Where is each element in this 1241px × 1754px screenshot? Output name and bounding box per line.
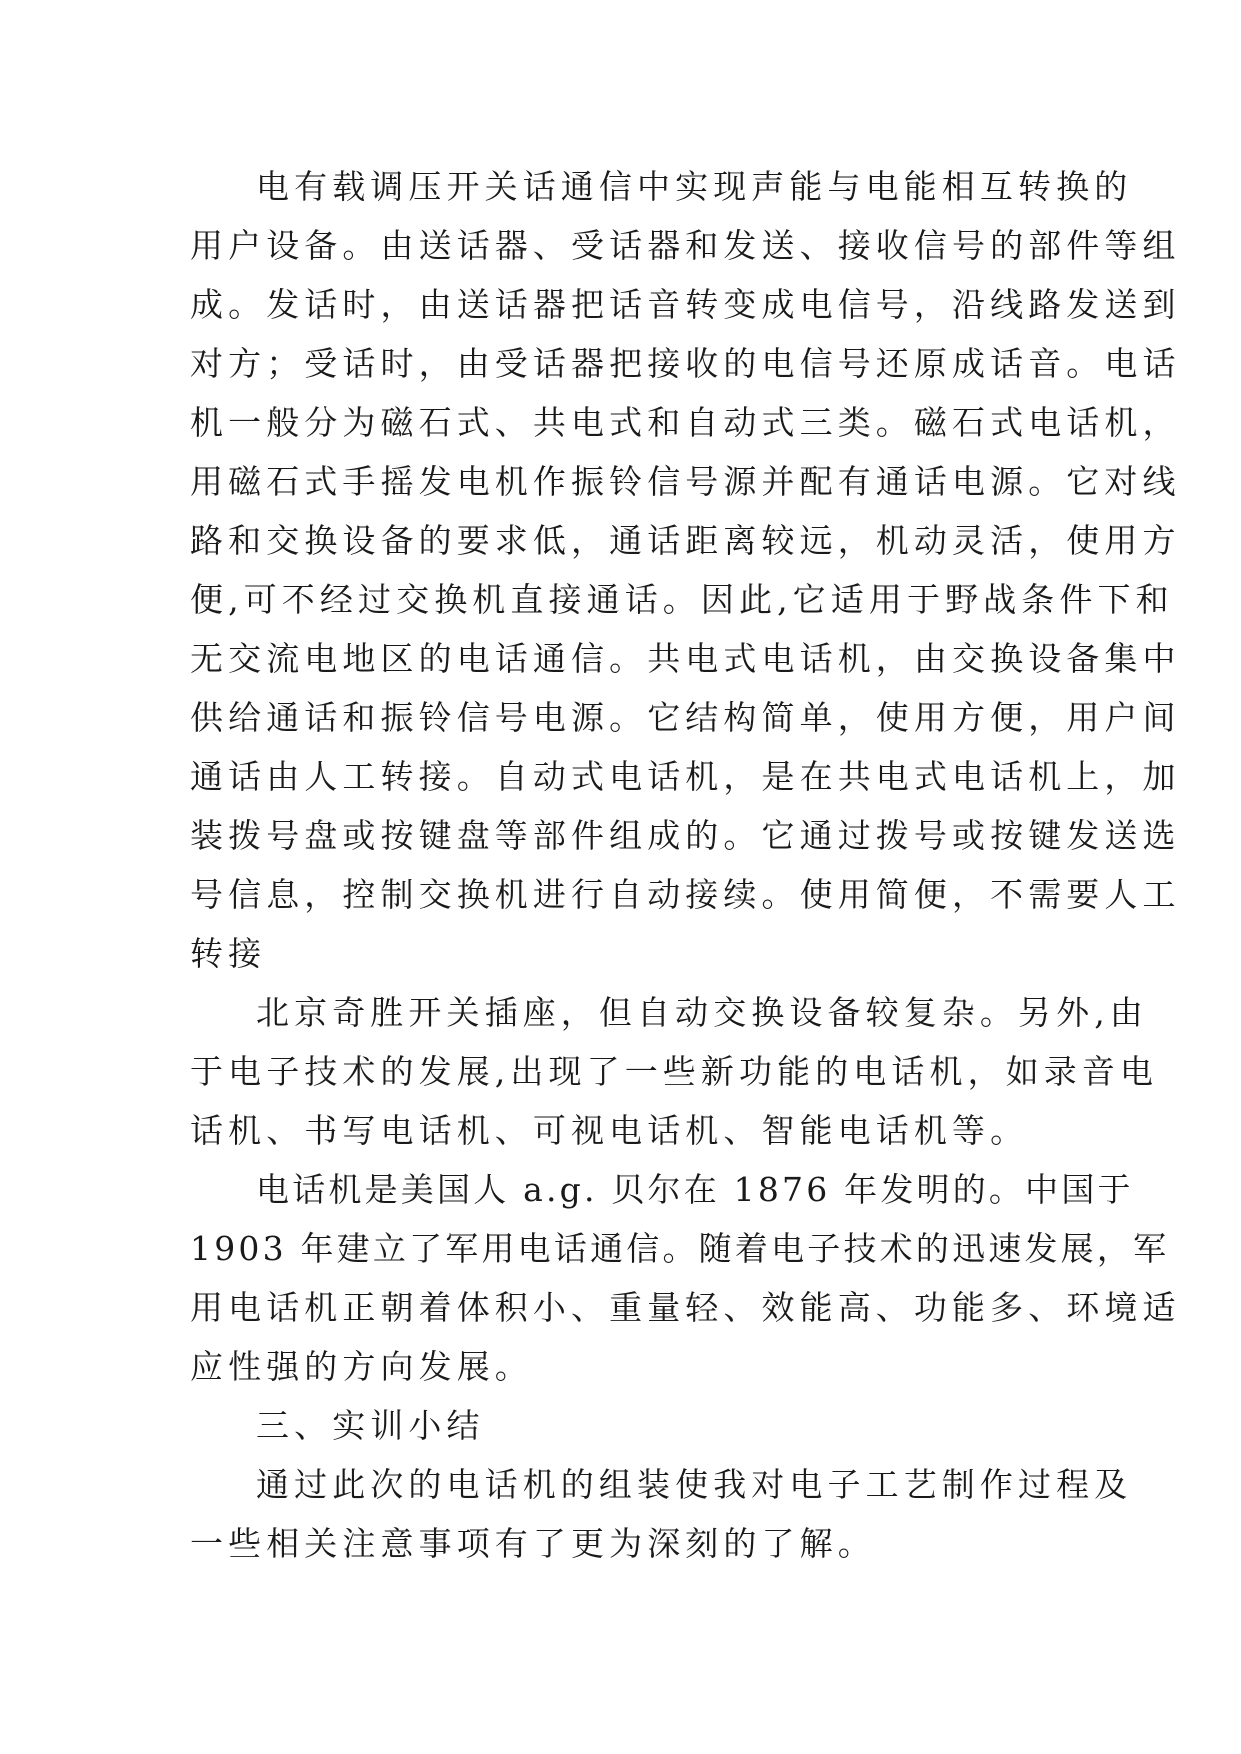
paragraph-1-line-12: 装拨号盘或按键盘等部件组成的。它通过拨号或按键发送选 [190, 816, 1181, 855]
paragraph-1-line-5: 机一般分为磁石式、共电式和自动式三类。磁石式电话机， [190, 403, 1181, 442]
paragraph-3-line-4: 应性强的方向发展。 [190, 1347, 533, 1386]
paragraph-1-line-11: 通话由人工转接。自动式电话机，是在共电式电话机上，加 [190, 757, 1181, 796]
paragraph-3-line-1: 电话机是美国人 a.g. 贝尔在 1876 年发明的。中国于 [256, 1170, 1134, 1209]
paragraph-1-line-7: 路和交换设备的要求低，通话距离较远，机动灵活，使用方 [190, 521, 1181, 560]
document-body [190, 157, 1181, 1573]
paragraph-4-line-2: 一些相关注意事项有了更为深刻的了解。 [190, 1524, 876, 1563]
paragraph-1-line-8: 便,可不经过交换机直接通话。因此,它适用于野战条件下和 [190, 580, 1174, 619]
paragraph-4-line-1: 通过此次的电话机的组装使我对电子工艺制作过程及 [256, 1465, 1133, 1504]
paragraph-1-line-14: 转接 [190, 934, 267, 973]
paragraph-3-line-3: 用电话机正朝着体积小、重量轻、效能高、功能多、环境适 [190, 1288, 1181, 1327]
paragraph-1-line-9: 无交流电地区的电话通信。共电式电话机，由交换设备集中 [190, 639, 1181, 678]
paragraph-1-line-4: 对方；受话时，由受话器把接收的电信号还原成话音。电话 [190, 344, 1181, 383]
paragraph-1-line-13: 号信息，控制交换机进行自动接续。使用简便，不需要人工 [190, 875, 1181, 914]
paragraph-1-line-1: 电有载调压开关话通信中实现声能与电能相互转换的 [256, 167, 1133, 206]
paragraph-1-line-3: 成。发话时，由送话器把话音转变成电信号，沿线路发送到 [190, 285, 1181, 324]
paragraph-2-line-3: 话机、书写电话机、可视电话机、智能电话机等。 [190, 1111, 1029, 1150]
section-heading: 三、实训小结 [256, 1406, 485, 1445]
paragraph-2-line-1: 北京奇胜开关插座，但自动交换设备较复杂。另外,由 [256, 993, 1148, 1032]
paragraph-1-line-10: 供给通话和振铃信号电源。它结构简单，使用方便，用户间 [190, 698, 1181, 737]
paragraph-1-line-6: 用磁石式手摇发电机作振铃信号源并配有通话电源。它对线 [190, 462, 1181, 501]
paragraph-3-line-2: 1903 年建立了军用电话通信。随着电子技术的迅速发展，军 [190, 1229, 1170, 1268]
paragraph-2-line-2: 于电子技术的发展,出现了一些新功能的电话机，如录音电 [190, 1052, 1159, 1091]
paragraph-1-line-2: 用户设备。由送话器、受话器和发送、接收信号的部件等组 [190, 226, 1181, 265]
